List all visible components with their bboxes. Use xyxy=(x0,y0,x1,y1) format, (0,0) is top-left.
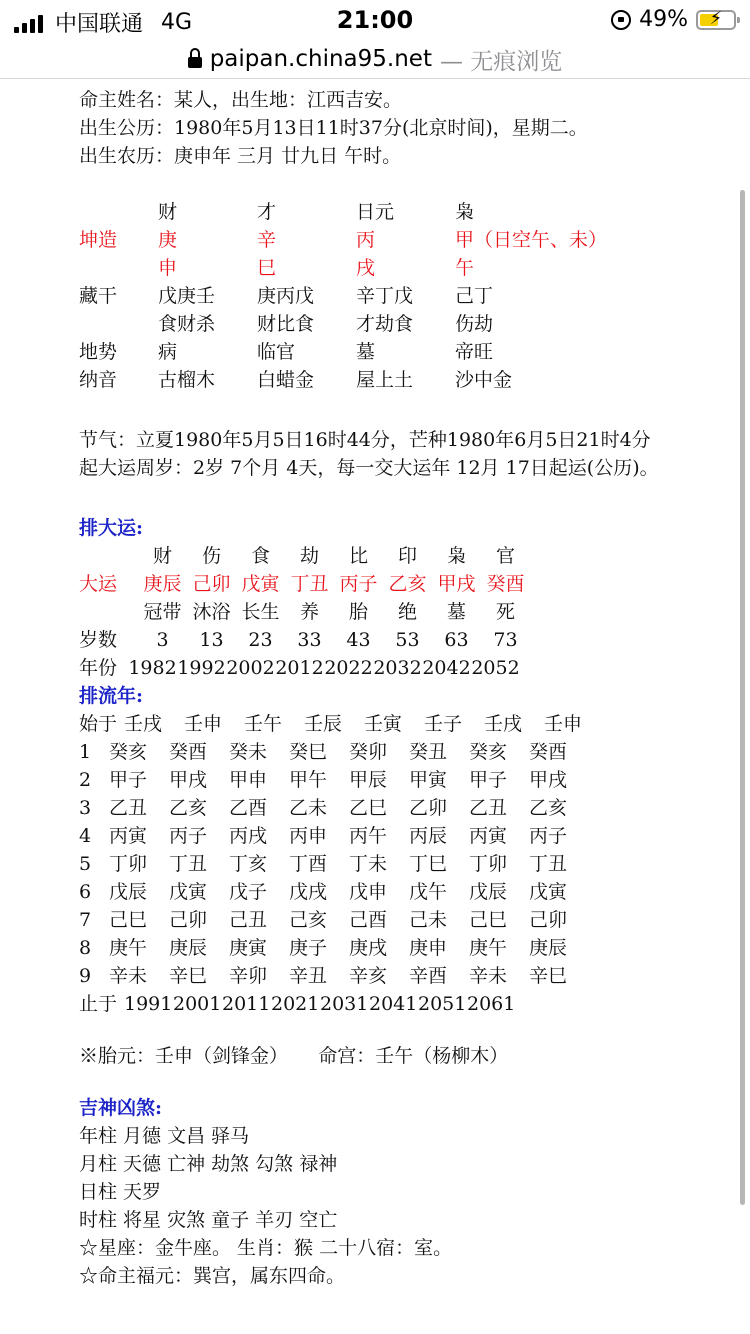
private-mode-label: — 无痕浏览 xyxy=(439,48,563,75)
liunian-cell: 己未 xyxy=(409,909,448,931)
grid-cell: 屋上土 xyxy=(356,369,414,391)
liunian-cell: 乙巳 xyxy=(349,797,388,819)
dayun-cell: 食 xyxy=(250,545,270,567)
liunian-row xyxy=(79,962,719,990)
pillar-header-row xyxy=(79,198,719,226)
liunian-cell: 丙子 xyxy=(529,825,568,847)
dayun-cell: 43 xyxy=(346,629,371,651)
grid-cell: 戊庚壬 xyxy=(158,285,216,307)
carrier-label: 中国联通 xyxy=(55,12,144,37)
liunian-cell: 庚申 xyxy=(409,937,448,959)
liunian-cell: 2001 xyxy=(173,993,222,1015)
shensha-month: 月柱 天德 亡神 劫煞 勾煞 禄神 xyxy=(79,1153,338,1175)
shensha-day: 日柱 天罗 xyxy=(79,1181,162,1203)
dayun-cell: 2002 xyxy=(226,657,275,679)
liunian-cell: 丙寅 xyxy=(109,825,148,847)
liunian-cell: 癸巳 xyxy=(289,741,328,763)
liunian-cell: 甲戌 xyxy=(169,769,208,791)
liunian-cell: 2051 xyxy=(418,993,467,1015)
liunian-row-number: 2 xyxy=(79,769,92,791)
grid-cell: 纳音 xyxy=(79,369,118,391)
liunian-cell: 辛亥 xyxy=(349,965,388,987)
dayun-cell: 3 xyxy=(156,629,169,651)
liunian-cell: 癸酉 xyxy=(529,741,568,763)
dayun-gods-row xyxy=(79,542,719,570)
grid-cell: 庚 xyxy=(158,229,178,251)
dayun-cell: 胎 xyxy=(348,601,368,623)
liunian-cell: 戊戌 xyxy=(289,881,328,903)
liunian-cell: 戊辰 xyxy=(109,881,148,903)
liunian-cell: 戊子 xyxy=(229,881,268,903)
dayun-cell: 23 xyxy=(248,629,273,651)
liunian-cell: 庚子 xyxy=(289,937,328,959)
battery-percent: 49% xyxy=(639,7,688,32)
liunian-cell: 癸酉 xyxy=(169,741,208,763)
nayin-row xyxy=(79,366,719,394)
grid-cell: 才劫食 xyxy=(356,313,414,335)
grid-cell: 沙中金 xyxy=(455,369,513,391)
liunian-cell: 丁卯 xyxy=(469,853,508,875)
pillar-branches-row xyxy=(79,254,719,282)
grid-cell: 丙 xyxy=(356,229,376,251)
liunian-cell: 癸卯 xyxy=(349,741,388,763)
liunian-row xyxy=(79,822,719,850)
dayun-cell: 财 xyxy=(152,545,172,567)
liunian-cell: 2011 xyxy=(222,993,271,1015)
address-bar[interactable] xyxy=(0,40,750,79)
liunian-cell: 癸亥 xyxy=(469,741,508,763)
dayun-cell: 甲戌 xyxy=(437,573,476,595)
liunian-rows xyxy=(79,738,719,990)
start-label: 始于 xyxy=(79,713,118,735)
grid-cell: 墓 xyxy=(356,341,376,363)
liunian-cell: 乙酉 xyxy=(229,797,268,819)
network-label: 4G xyxy=(161,10,193,35)
dayun-cell: 2012 xyxy=(275,657,324,679)
liunian-row-number: 1 xyxy=(79,741,92,763)
liunian-cell: 庚午 xyxy=(469,937,508,959)
shensha-year: 年柱 月德 文昌 驿马 xyxy=(79,1125,250,1147)
dayun-cell: 丁丑 xyxy=(290,573,329,595)
grid-cell: 才 xyxy=(257,201,277,223)
grid-cell: 古榴木 xyxy=(158,369,216,391)
liunian-cell: 戊寅 xyxy=(169,881,208,903)
liunian-row-number: 4 xyxy=(79,825,92,847)
liunian-row-number: 8 xyxy=(79,937,92,959)
liunian-cell: 甲寅 xyxy=(409,769,448,791)
liunian-title: 排流年: xyxy=(79,685,144,707)
liunian-cell: 辛未 xyxy=(469,965,508,987)
year-label: 年份 xyxy=(79,657,118,679)
liunian-cell: 辛巳 xyxy=(529,965,568,987)
url-text[interactable]: paipan.china95.net xyxy=(209,46,432,72)
liunian-cell: 甲子 xyxy=(109,769,148,791)
grid-cell: 申 xyxy=(158,257,178,279)
liunian-cell: 戊午 xyxy=(409,881,448,903)
dayun-cell: 2042 xyxy=(422,657,471,679)
liunian-cell: 己巳 xyxy=(469,909,508,931)
dayun-cell: 绝 xyxy=(397,601,417,623)
liunian-cell: 丙申 xyxy=(289,825,328,847)
shensha-title: 吉神凶煞: xyxy=(79,1097,163,1119)
grid-cell: 枭 xyxy=(455,201,475,223)
liunian-cell: 庚辰 xyxy=(529,937,568,959)
dayun-title: 排大运: xyxy=(79,517,144,539)
dayun-cell: 庚辰 xyxy=(143,573,182,595)
dayun-cell: 比 xyxy=(348,545,368,567)
grid-cell: 甲（日空午、未） xyxy=(455,229,608,251)
liunian-cell: 壬戌 xyxy=(124,713,163,735)
grid-cell: 己丁 xyxy=(455,285,494,307)
dayun-cell: 13 xyxy=(199,629,224,651)
liunian-row-number: 7 xyxy=(79,909,92,931)
liunian-cell: 1991 xyxy=(124,993,173,1015)
grid-cell: 财比食 xyxy=(257,313,315,335)
grid-cell: 坤造 xyxy=(79,229,118,251)
grid-cell: 病 xyxy=(158,341,178,363)
pillar-stems-row xyxy=(79,226,719,254)
dayun-cell: 沐浴 xyxy=(192,601,231,623)
liunian-cell: 丁亥 xyxy=(229,853,268,875)
grid-cell: 午 xyxy=(455,257,475,279)
liunian-cell: 辛酉 xyxy=(409,965,448,987)
dayun-years-row xyxy=(79,654,719,682)
dayun-cell: 2032 xyxy=(373,657,422,679)
liunian-cell: 庚辰 xyxy=(169,937,208,959)
liunian-cell: 壬申 xyxy=(184,713,223,735)
rotation-lock-icon xyxy=(611,10,631,30)
liunian-cell: 癸丑 xyxy=(409,741,448,763)
liunian-row-number: 9 xyxy=(79,965,92,987)
terrain-row xyxy=(79,338,719,366)
liunian-cell: 乙卯 xyxy=(409,797,448,819)
dayun-cell: 墓 xyxy=(446,601,466,623)
liunian-cell: 庚戌 xyxy=(349,937,388,959)
grid-cell: 藏干 xyxy=(79,285,118,307)
jieqi-line: 节气：立夏1980年5月5日16时44分，芒种1980年6月5日21时4分 xyxy=(79,429,651,451)
solar-date-line: 出生公历：1980年5月13日11时37分(北京时间)，星期二。 xyxy=(79,117,588,139)
grid-cell: 戌 xyxy=(356,257,376,279)
liunian-cell: 戊申 xyxy=(349,881,388,903)
grid-cell: 食财杀 xyxy=(158,313,216,335)
liunian-row xyxy=(79,906,719,934)
liunian-cell: 丁未 xyxy=(349,853,388,875)
liunian-cell: 丁卯 xyxy=(109,853,148,875)
lunar-date-line: 出生农历：庚申年 三月 廿九日 午时。 xyxy=(79,145,402,167)
grid-cell xyxy=(79,310,158,338)
liunian-cell: 乙丑 xyxy=(109,797,148,819)
liunian-cell: 壬申 xyxy=(544,713,583,735)
dayun-cell: 73 xyxy=(493,629,518,651)
dayun-cell: 己卯 xyxy=(192,573,231,595)
liunian-cell: 丙戌 xyxy=(229,825,268,847)
status-right xyxy=(611,7,736,32)
dayun-cell: 长生 xyxy=(241,601,280,623)
liunian-cell: 壬子 xyxy=(424,713,463,735)
dayun-cell: 丙子 xyxy=(339,573,378,595)
dayun-cell: 印 xyxy=(397,545,417,567)
liunian-cell: 2031 xyxy=(320,993,369,1015)
liunian-cell: 甲子 xyxy=(469,769,508,791)
liunian-cell: 戊辰 xyxy=(469,881,508,903)
dayun-cell: 1992 xyxy=(177,657,226,679)
liunian-row xyxy=(79,934,719,962)
end-label: 止于 xyxy=(79,993,118,1015)
dayun-cell: 53 xyxy=(395,629,420,651)
qiyun-line: 起大运周岁：2岁 7个月 4天，每一交大运年 12月 17日起运(公历)。 xyxy=(79,457,659,479)
liunian-cell: 甲午 xyxy=(289,769,328,791)
grid-cell xyxy=(79,254,158,282)
grid-cell: 帝旺 xyxy=(455,341,494,363)
liunian-cell: 乙丑 xyxy=(469,797,508,819)
scrollbar[interactable] xyxy=(740,190,745,1205)
dayun-cell: 养 xyxy=(299,601,319,623)
liunian-cell: 丙子 xyxy=(169,825,208,847)
liunian-cell: 辛卯 xyxy=(229,965,268,987)
liunian-start-row xyxy=(79,710,719,738)
dayun-cell: 2052 xyxy=(471,657,520,679)
liunian-cell: 丁酉 xyxy=(289,853,328,875)
liunian-cell: 丙寅 xyxy=(469,825,508,847)
grid-cell xyxy=(79,198,158,226)
dayun-label: 大运 xyxy=(79,573,118,595)
liunian-cell: 己酉 xyxy=(349,909,388,931)
grid-cell: 临官 xyxy=(257,341,296,363)
liunian-cell: 丙辰 xyxy=(409,825,448,847)
liunian-cell: 丙午 xyxy=(349,825,388,847)
grid-cell: 辛 xyxy=(257,229,277,251)
dayun-cell: 死 xyxy=(495,601,515,623)
dayun-cell: 33 xyxy=(297,629,322,651)
liunian-cell: 丁巳 xyxy=(409,853,448,875)
liunian-row xyxy=(79,850,719,878)
liunian-cell: 辛未 xyxy=(109,965,148,987)
dayun-cell: 1982 xyxy=(128,657,177,679)
liunian-row xyxy=(79,794,719,822)
liunian-cell: 辛丑 xyxy=(289,965,328,987)
liunian-cell: 甲申 xyxy=(229,769,268,791)
liunian-cell: 戊寅 xyxy=(529,881,568,903)
grid-cell: 财 xyxy=(158,201,178,223)
liunian-cell: 壬戌 xyxy=(484,713,523,735)
dayun-cell: 2022 xyxy=(324,657,373,679)
liunian-cell: 癸亥 xyxy=(109,741,148,763)
liunian-cell: 己丑 xyxy=(229,909,268,931)
liunian-cell: 2021 xyxy=(271,993,320,1015)
zodiac-line: ☆星座：金牛座。 生肖：猴 二十八宿：室。 xyxy=(79,1237,453,1259)
liunian-row xyxy=(79,738,719,766)
padlock-icon xyxy=(188,57,202,68)
dayun-cell: 冠带 xyxy=(143,601,182,623)
liunian-cell: 庚寅 xyxy=(229,937,268,959)
liunian-cell: 2061 xyxy=(467,993,516,1015)
liunian-cell: 壬辰 xyxy=(304,713,343,735)
liunian-cell: 2041 xyxy=(369,993,418,1015)
liunian-cell: 己亥 xyxy=(289,909,328,931)
grid-cell: 白蜡金 xyxy=(257,369,315,391)
liunian-row-number: 5 xyxy=(79,853,92,875)
liunian-cell: 乙亥 xyxy=(529,797,568,819)
hidden-stems-row xyxy=(79,282,719,310)
dayun-cell: 癸酉 xyxy=(486,573,525,595)
liunian-row-number: 3 xyxy=(79,797,92,819)
taiyuan-minggong-line: ※胎元：壬申（剑锋金） 命宫：壬午（杨柳木） xyxy=(79,1045,509,1067)
dayun-states-row xyxy=(79,598,719,626)
dayun-ages-row xyxy=(79,626,719,654)
liunian-cell: 癸未 xyxy=(229,741,268,763)
name-line: 命主姓名：某人，出生地：江西吉安。 xyxy=(79,89,403,111)
liunian-cell: 丁丑 xyxy=(529,853,568,875)
liunian-end-row xyxy=(79,990,719,1018)
grid-cell: 日元 xyxy=(356,201,395,223)
page-content xyxy=(79,86,719,1290)
dayun-cell: 枭 xyxy=(446,545,466,567)
liunian-cell: 甲辰 xyxy=(349,769,388,791)
liunian-cell: 己巳 xyxy=(109,909,148,931)
hidden-gods-row xyxy=(79,310,719,338)
age-label: 岁数 xyxy=(79,629,118,651)
dayun-cell: 乙亥 xyxy=(388,573,427,595)
dayun-cell: 戊寅 xyxy=(241,573,280,595)
liunian-cell: 己卯 xyxy=(529,909,568,931)
dayun-cell: 劫 xyxy=(299,545,319,567)
clock: 21:00 xyxy=(336,6,414,34)
dayun-pillars-row xyxy=(79,570,719,598)
liunian-cell: 壬午 xyxy=(244,713,283,735)
grid-cell: 辛丁戊 xyxy=(356,285,414,307)
shensha-hour: 时柱 将星 灾煞 童子 羊刃 空亡 xyxy=(79,1209,338,1231)
liunian-cell: 乙未 xyxy=(289,797,328,819)
dayun-cell: 官 xyxy=(495,545,515,567)
liunian-row xyxy=(79,878,719,906)
liunian-cell: 甲戌 xyxy=(529,769,568,791)
liunian-cell: 己卯 xyxy=(169,909,208,931)
liunian-cell: 壬寅 xyxy=(364,713,403,735)
dayun-cell: 63 xyxy=(444,629,469,651)
dayun-cell: 伤 xyxy=(201,545,221,567)
battery-icon: ⚡ xyxy=(696,10,736,30)
grid-cell: 地势 xyxy=(79,341,118,363)
grid-cell: 巳 xyxy=(257,257,277,279)
liunian-cell: 乙亥 xyxy=(169,797,208,819)
liunian-cell: 丁丑 xyxy=(169,853,208,875)
grid-cell: 庚丙戊 xyxy=(257,285,315,307)
liunian-cell: 庚午 xyxy=(109,937,148,959)
liunian-row-number: 6 xyxy=(79,881,92,903)
grid-cell: 伤劫 xyxy=(455,313,494,335)
liunian-row xyxy=(79,766,719,794)
liunian-cell: 辛巳 xyxy=(169,965,208,987)
fuyuan-line: ☆命主福元：巽宫，属东四命。 xyxy=(79,1265,346,1287)
status-bar xyxy=(0,0,750,40)
